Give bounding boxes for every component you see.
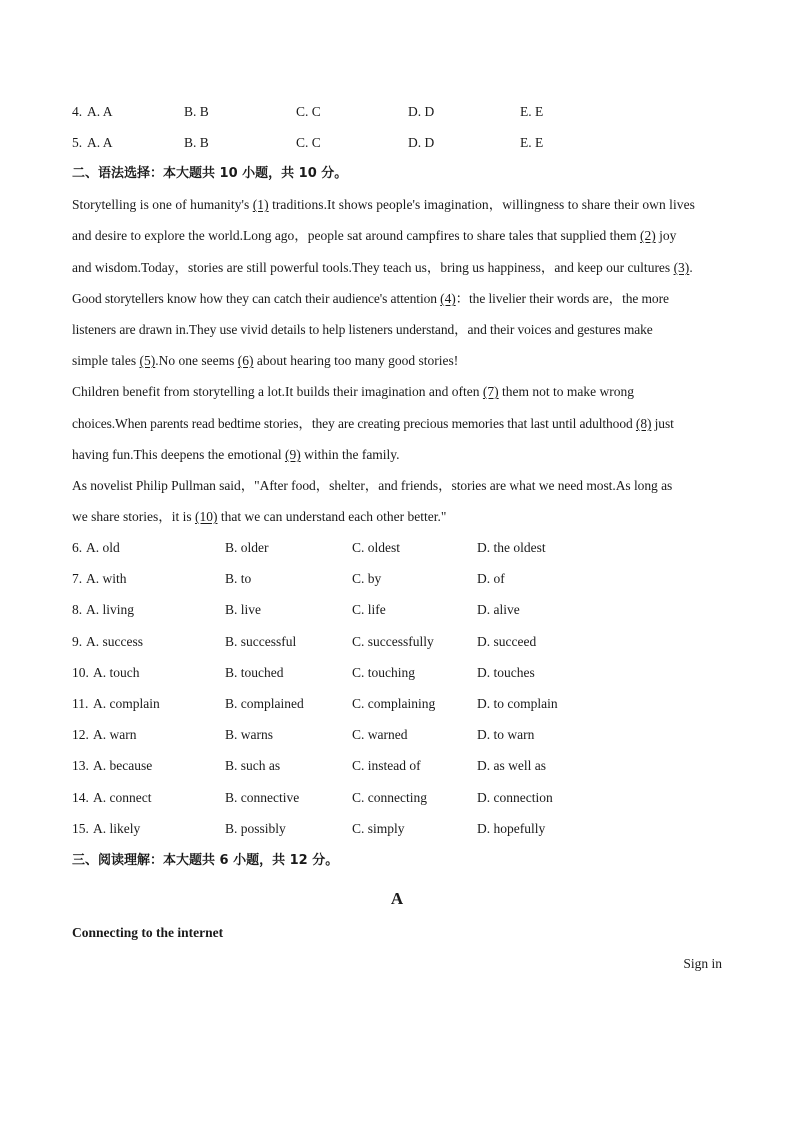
sign-in-text: Sign in [683, 956, 722, 971]
option-label: A. complain [93, 696, 160, 711]
blank-marker: (2) [639, 228, 656, 243]
option-label: C. instead of [352, 758, 421, 773]
passage-text: .No one seems [155, 353, 238, 368]
option-label: D. D [408, 104, 435, 119]
question-number: 6. [72, 540, 83, 555]
blank-marker: (9) [284, 447, 301, 462]
option-label: A. connect [93, 790, 152, 805]
passage-text: . [689, 260, 693, 275]
option-label: A. A [87, 104, 113, 119]
passage-line [72, 226, 676, 246]
passage-line [72, 289, 669, 309]
option-label: C. touching [352, 665, 415, 680]
passage-text: and wisdom.Today，stories are still powerful tools.They teach us，bring us happiness，and keep our cultures [72, 260, 674, 275]
passage-text: about hearing too many good stories! [253, 353, 459, 368]
question-number: 12. [72, 727, 89, 742]
option-label: A. because [93, 758, 153, 773]
passage-text: As novelist Philip Pullman said，"After food，shelter，and friends，stories are what we need most.As long as [72, 478, 673, 493]
passage-line [72, 445, 400, 465]
option-label: B. touched [225, 665, 284, 680]
question-number: 5. [72, 135, 83, 150]
passage-text: choices.When parents read bedtime stories，they are creating precious memories that last until adulthood [72, 416, 636, 431]
passage-text: joy [655, 228, 677, 243]
option-label: A. living [86, 602, 135, 617]
passage-line [72, 195, 695, 215]
reading-title: A [390, 889, 404, 908]
question-number: 8. [72, 602, 83, 617]
option-label: A. warn [93, 727, 137, 742]
option-label: E. E [520, 104, 544, 119]
option-label: D. hopefully [477, 821, 546, 836]
passage-text: listeners are drawn in.They use vivid details to help listeners understand，and their voices and gestures make [72, 322, 653, 337]
option-label: A. likely [93, 821, 141, 836]
option-label: B. such as [225, 758, 281, 773]
section-2-heading: 二、语法选择：本大题共 10 小题，共 10 分。 [72, 166, 348, 181]
option-label: B. successful [225, 634, 297, 649]
option-label: C. oldest [352, 540, 401, 555]
option-label: C. life [352, 602, 386, 617]
option-label: E. E [520, 135, 544, 150]
question-number: 10. [72, 665, 89, 680]
option-label: D. to complain [477, 696, 558, 711]
option-label: A. A [87, 135, 113, 150]
option-label: A. with [86, 571, 127, 586]
option-label: A. old [86, 540, 120, 555]
option-label: D. D [408, 135, 435, 150]
option-label: D. connection [477, 790, 553, 805]
passage-line [72, 476, 672, 496]
option-label: B. connective [225, 790, 300, 805]
passage-text: Storytelling is one of humanity's [72, 197, 253, 212]
option-label: D. alive [477, 602, 520, 617]
passage-line [72, 382, 634, 402]
passage-text: Children benefit from storytelling a lot.It builds their imagination and often [72, 384, 483, 399]
blank-marker: (5) [139, 353, 156, 368]
option-label: D. touches [477, 665, 535, 680]
option-label: C. warned [352, 727, 408, 742]
option-label: C. simply [352, 821, 405, 836]
option-label: D. of [477, 571, 505, 586]
passage-line [72, 320, 653, 340]
passage-text: just [651, 416, 674, 431]
passage-text: Good storytellers know how they can catch their audience's attention [72, 291, 441, 306]
passage-line [72, 351, 458, 371]
question-number: 7. [72, 571, 83, 586]
option-label: A. success [86, 634, 143, 649]
passage-text: and desire to explore the world.Long ago，people sat around campfires to share tales that supplied them [72, 228, 640, 243]
blank-marker: (7) [482, 384, 499, 399]
passage-text: ：the livelier their words are，the more [455, 291, 669, 306]
passage-line [72, 507, 446, 527]
blank-marker: (1) [252, 197, 269, 212]
passage-text: having fun.This deepens the emotional [72, 447, 285, 462]
blank-marker: (4) [440, 291, 456, 306]
option-label: B. older [225, 540, 269, 555]
question-number: 11. [72, 696, 89, 711]
passage-text: we share stories，it is [72, 509, 195, 524]
question-number: 4. [72, 104, 83, 119]
option-label: D. succeed [477, 634, 537, 649]
blank-marker: (10) [194, 509, 218, 524]
option-label: B. warns [225, 727, 273, 742]
reading-subtitle: Connecting to the internet [72, 925, 224, 940]
passage-text: traditions.It shows people's imagination，willingness to share their own lives [268, 197, 695, 212]
option-label: C. connecting [352, 790, 427, 805]
section-3-heading: 三、阅读理解：本大题共 6 小题，共 12 分。 [72, 853, 339, 868]
passage-text: that we can understand each other better." [217, 509, 447, 524]
option-label: D. the oldest [477, 540, 546, 555]
passage-line [72, 414, 674, 434]
option-label: C. by [352, 571, 382, 586]
option-label: B. live [225, 602, 261, 617]
option-label: B. B [184, 135, 209, 150]
option-label: D. as well as [477, 758, 546, 773]
option-label: D. to warn [477, 727, 535, 742]
blank-marker: (6) [237, 353, 254, 368]
option-label: C. successfully [352, 634, 434, 649]
question-number: 15. [72, 821, 89, 836]
option-label: C. C [296, 104, 321, 119]
question-number: 9. [72, 634, 83, 649]
option-label: C. C [296, 135, 321, 150]
blank-marker: (3) [673, 260, 690, 275]
option-label: C. complaining [352, 696, 436, 711]
blank-marker: (8) [635, 416, 652, 431]
option-label: B. B [184, 104, 209, 119]
passage-text: them not to make wrong [498, 384, 635, 399]
question-number: 14. [72, 790, 89, 805]
option-label: B. possibly [225, 821, 286, 836]
option-label: B. to [225, 571, 252, 586]
passage-text: simple tales [72, 353, 140, 368]
question-number: 13. [72, 758, 89, 773]
option-label: B. complained [225, 696, 304, 711]
option-label: A. touch [93, 665, 140, 680]
passage-line [72, 258, 693, 278]
passage-text: within the family. [300, 447, 400, 462]
